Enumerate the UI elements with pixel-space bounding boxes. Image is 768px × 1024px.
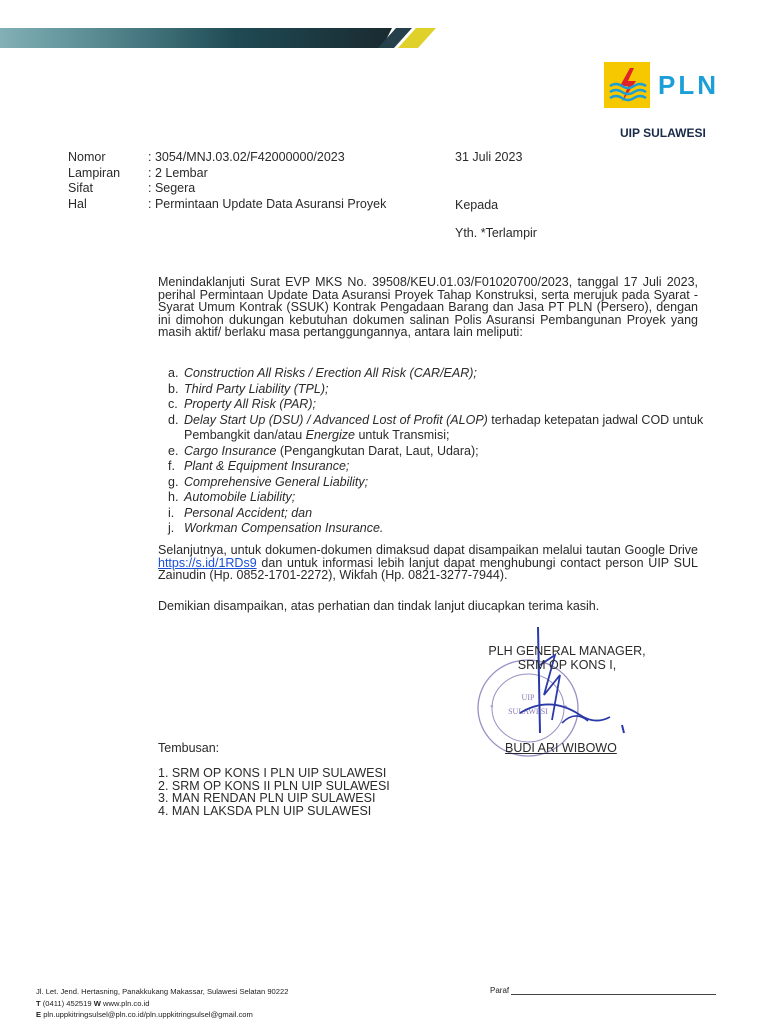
paraf-line: [511, 986, 716, 995]
list-item: [168, 459, 708, 475]
addressee: Yth. *Terlampir: [455, 226, 537, 240]
list-text-plain: terhadap ketepatan jadwal COD untuk Pembangkit dan/atau: [184, 412, 704, 442]
list-marker: f.: [168, 459, 175, 473]
cc-item: 1. SRM OP KONS I PLN UIP SULAWESI: [158, 766, 387, 780]
list-text: Comprehensive General Liability;: [184, 474, 369, 489]
list-text: Automobile Liability;: [184, 490, 296, 504]
list-text: [184, 444, 708, 460]
list-marker: i.: [168, 505, 175, 520]
letter-date: 31 Juli 2023: [455, 150, 523, 164]
signatory-name: BUDI ARI WIBOWO: [505, 741, 617, 755]
list-item: [168, 521, 708, 537]
footer-phone: (0411) 452519: [42, 998, 92, 1008]
cc-label: Tembusan:: [158, 741, 220, 755]
meta-value: : 3054/MNJ.03.02/F42000000/2023: [148, 150, 345, 164]
list-marker: a.: [168, 366, 179, 380]
list-item: [168, 382, 708, 398]
list-marker: j.: [168, 521, 175, 535]
list-text: [184, 413, 708, 444]
body-paragraph-1: Menindaklanjuti Surat EVP MKS No. 39508/KEU.01.03/F01020700/2023, tanggal 17 Juli 2023, perihal Permintaan Update Data Asuransi Proyek Tahap Konstruksi, serta merujuk pada Syarat - Syarat Umum Kontrak (SSUK) Kontrak Pengadaan Barang dan Jasa PT PLN (Persero), dengan ini dimohon dukungan kebutuhan dokumen salinan Polis Asuransi Pembangunan Proyek yang masih aktif/ berlaku masa pertanggungannya, antara lain meliputi:: [158, 275, 698, 340]
meta-label: Lampiran: [68, 165, 121, 180]
list-text: Property All Risk (PAR);: [184, 397, 316, 411]
list-item: [168, 506, 708, 522]
list-marker: g.: [168, 474, 179, 489]
cc-item: 3. MAN RENDAN PLN UIP SULAWESI: [158, 791, 376, 806]
meta-value: : 2 Lembar: [148, 165, 208, 180]
cc-list: [158, 767, 390, 817]
svg-text:*: *: [564, 704, 568, 712]
signatory-title-line1: PLH GENERAL MANAGER,: [488, 644, 646, 658]
list-item: [168, 444, 708, 460]
meta-value: : Permintaan Update Data Asuransi Proyek: [148, 196, 387, 211]
signatory-title-line2: SRM OP KONS I,: [517, 658, 617, 672]
list-item: [168, 397, 708, 413]
insurance-list: [168, 366, 708, 537]
list-item: [168, 413, 708, 444]
handwritten-signature: [500, 625, 640, 745]
list-text-plain: (Pengangkutan Darat, Laut, Udara);: [276, 443, 479, 458]
list-item: [168, 475, 708, 491]
list-marker: h.: [168, 490, 179, 504]
meta-row-lampiran: [68, 166, 386, 182]
meta-row-sifat: [68, 181, 386, 197]
pln-logo-text: PLN: [658, 70, 719, 100]
pln-logo: [604, 62, 724, 110]
list-text: Construction All Risks / Erection All Risk (CAR/EAR);: [184, 366, 477, 380]
body-paragraph-3: Demikian disampaikan, atas perhatian dan tindak lanjut diucapkan terima kasih.: [158, 599, 600, 613]
list-text-italic: Cargo Insurance: [184, 443, 277, 458]
footer-address: Jl. Let. Jend. Hertasning, Panakkukang Makassar, Sulawesi Selatan 90222: [36, 987, 289, 996]
paraf-label: Paraf: [490, 986, 510, 995]
letter-meta: [68, 150, 386, 212]
header-decorative-bar: [0, 22, 768, 52]
meta-value: : Segera: [148, 181, 196, 195]
footer-email: pln.uppkitringsulsel@pln.co.id/pln.uppkitringsulsel@gmail.com: [43, 1010, 253, 1019]
paraf-field: [490, 986, 716, 995]
list-marker: c.: [168, 397, 178, 411]
footer-web: www.pln.co.id: [103, 998, 150, 1008]
meta-row-hal: [68, 197, 386, 213]
list-text: Third Party Liability (TPL);: [184, 381, 329, 396]
footer-phone-web: [36, 998, 288, 1010]
meta-row-nomor: [68, 150, 386, 166]
cc-item: 2. SRM OP KONS II PLN UIP SULAWESI: [158, 778, 390, 793]
list-text-plain: untuk Transmisi;: [354, 428, 450, 442]
addressee-label: Kepada: [455, 198, 499, 212]
list-text-italic: Delay Start Up (DSU) / Advanced Lost of Profit (ALOP): [184, 412, 488, 427]
phone-label: T: [36, 998, 41, 1008]
footer-email-row: [36, 1009, 288, 1021]
list-text: Plant & Equipment Insurance;: [184, 459, 350, 473]
web-label: W: [93, 998, 101, 1008]
list-text: Workman Compensation Insurance.: [184, 521, 384, 535]
svg-text:UIP: UIP: [521, 693, 535, 702]
list-marker: b.: [168, 381, 179, 396]
pln-logo-mark: [604, 62, 650, 108]
svg-text:SULAWESI: SULAWESI: [508, 707, 548, 716]
list-text: Personal Accident; dan: [184, 505, 313, 520]
list-item: [168, 490, 708, 506]
unit-name: UIP SULAWESI: [620, 126, 706, 140]
paragraph-text: Selanjutnya, untuk dokumen-dokumen dimaksud dapat disampaikan melalui tautan Google Drive: [158, 543, 698, 557]
body-paragraph-2: [158, 544, 698, 582]
signatory-title: [482, 644, 652, 672]
list-text-italic: Energize: [305, 428, 355, 442]
footer-contact: [36, 986, 288, 1021]
meta-label: Hal: [68, 196, 87, 211]
email-label: E: [36, 1010, 42, 1019]
google-drive-link[interactable]: https://s.id/1RDs9: [158, 555, 257, 570]
meta-label: Sifat: [68, 181, 94, 195]
list-item: [168, 366, 708, 382]
list-marker: e.: [168, 443, 179, 458]
cc-item: 4. MAN LAKSDA PLN UIP SULAWESI: [158, 803, 372, 818]
meta-label: Nomor: [68, 150, 106, 164]
paragraph-text: dan untuk informasi lebih lanjut dapat menghubungi contact person UIP SUL Zainudin (Hp. 0852-1701-2272), Wikfah (Hp. 0821-3277-7944).: [158, 555, 698, 583]
svg-text:*: *: [490, 704, 494, 712]
list-marker: d.: [168, 412, 179, 427]
